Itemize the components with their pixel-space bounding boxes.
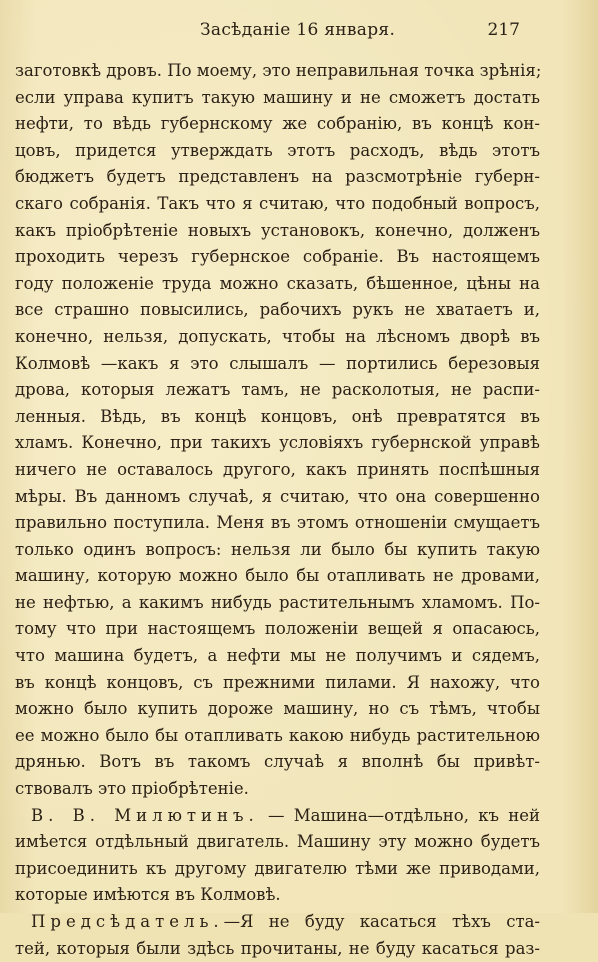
- text-line: правильно поступила. Меня въ этомъ отношеніи смущаетъ: [15, 513, 540, 533]
- text-line: все страшно повысились, рабочихъ рукъ не хватаетъ и,: [15, 300, 540, 320]
- text-line: дрянью. Вотъ въ такомъ случаѣ я вполнѣ бы привѣт-: [15, 752, 540, 772]
- text-line: цовъ, придется утверждать этотъ расходъ, вѣдь этотъ: [15, 140, 540, 160]
- text-line: нефти, то вѣдь губернскому же собранію, въ концѣ кон-: [15, 114, 540, 134]
- text-line: мѣры. Въ данномъ случаѣ, я считаю, что она совершенно: [15, 486, 540, 506]
- text-line: какъ пріобрѣтеніе новыхъ установокъ, конечно, долженъ: [15, 220, 540, 240]
- page-header: [0, 16, 598, 46]
- text-line: только одинъ вопросъ: нельзя ли было бы купить такую: [15, 539, 540, 559]
- text-line: скаго собранія. Такъ что я считаю, что подобный вопросъ,: [15, 193, 540, 213]
- text-line: тей, которыя были здѣсь прочитаны, не буду касаться раз-: [15, 938, 540, 958]
- speaker-name: Предсѣдатель.: [31, 912, 224, 931]
- speech-text: — Машина—отдѣльно, къ ней: [258, 805, 541, 825]
- text-line: если управа купитъ такую машину и не сможетъ достать: [15, 87, 540, 107]
- text-line: проходить черезъ губернское собраніе. Въ настоящемъ: [15, 247, 540, 267]
- text-line: дрова, которыя лежатъ тамъ, не расколотыя, не распи-: [15, 380, 540, 400]
- speaker-paragraph-start: [15, 803, 540, 830]
- text-line: ничего не оставалось другого, какъ принять поспѣшныя: [15, 459, 540, 479]
- body-text: [15, 58, 540, 962]
- running-title: Засѣданіе 16 января.: [200, 20, 396, 40]
- text-line: машину, которую можно было бы отапливать не дровами,: [15, 566, 540, 586]
- text-line: Колмовѣ —какъ я это слышалъ — портились березовыя: [15, 353, 540, 373]
- paragraph-last-line: ствовалъ это пріобрѣтеніе.: [15, 779, 249, 799]
- paragraph-last-line: которые имѣются въ Колмовѣ.: [15, 885, 281, 905]
- text-line: бюджетъ будетъ представленъ на разсмотрѣніе губерн-: [15, 167, 540, 187]
- speech-text: —Я не буду касаться тѣхъ ста-: [223, 912, 540, 931]
- text-line: заготовкѣ дровъ. По моему, это неправильная точка зрѣнія;: [15, 61, 542, 80]
- text-line: году положеніе труда можно сказать, бѣшенное, цѣны на: [15, 273, 540, 293]
- text-line: имѣется отдѣльный двигатель. Машину эту можно будетъ: [15, 832, 540, 852]
- text-line: не нефтью, а какимъ нибудь растительнымъ хламомъ. По-: [15, 592, 540, 612]
- text-line: можно было купить дороже машину, но съ тѣмъ, чтобы: [15, 699, 540, 719]
- text-line: въ концѣ концовъ, съ прежними пилами. Я нахожу, что: [15, 672, 540, 692]
- text-line: конечно, нельзя, допускать, чтобы на лѣсномъ дворѣ въ: [15, 326, 540, 346]
- text-line: присоединить къ другому двигателю тѣми же приводами,: [15, 858, 540, 878]
- page-number: 217: [487, 20, 520, 40]
- text-line: хламъ. Конечно, при такихъ условіяхъ губернской управѣ: [15, 433, 540, 453]
- text-line: ленныя. Вѣдь, въ концѣ концовъ, онѣ превратятся въ: [15, 406, 540, 426]
- text-line: тому что при настоящемъ положеніи вещей я опасаюсь,: [15, 619, 540, 639]
- speaker-name: В. В. Милютинъ.: [31, 805, 259, 825]
- text-line: что машина будетъ, а нефти мы не получимъ и сядемъ,: [15, 646, 540, 666]
- text-line: ее можно было бы отапливать какою нибудь растительною: [15, 725, 540, 745]
